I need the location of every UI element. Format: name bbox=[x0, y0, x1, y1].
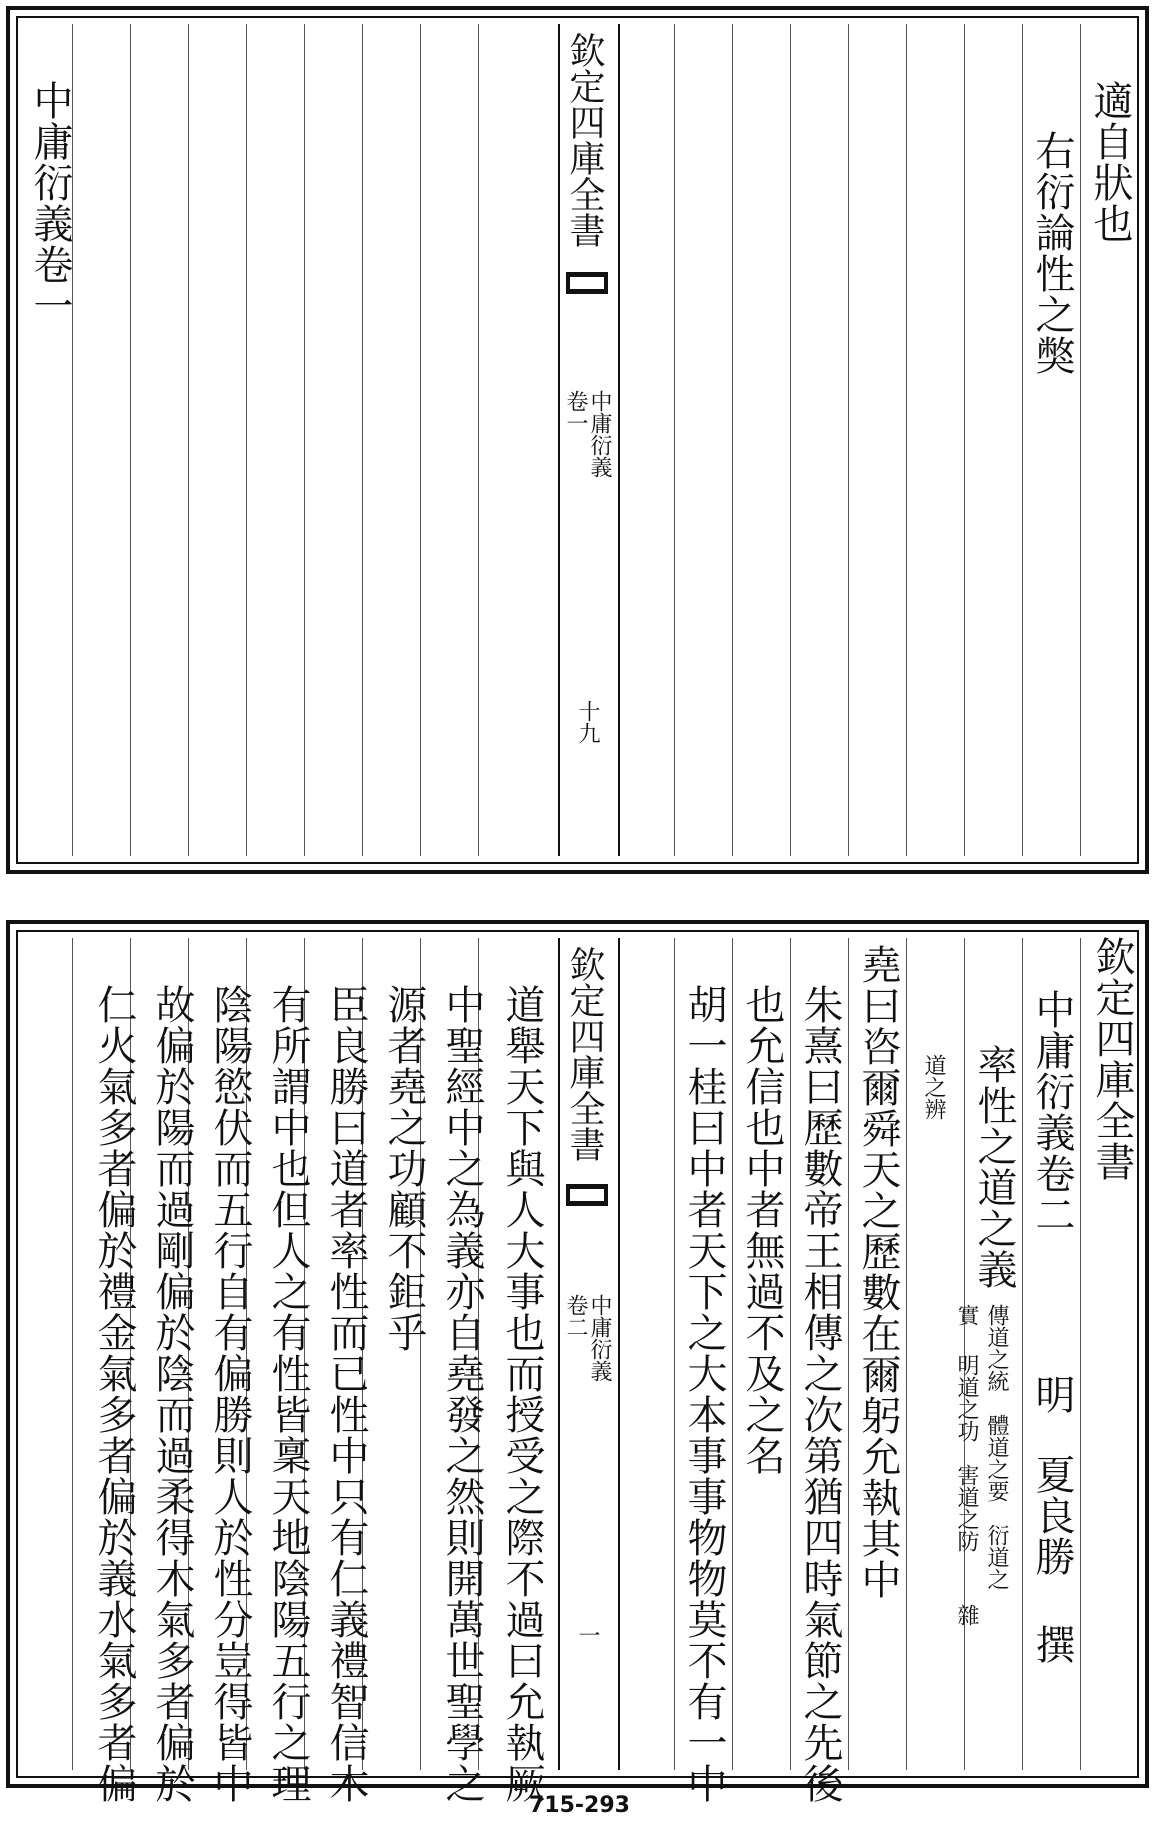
column-rule bbox=[478, 24, 479, 856]
fish-tail-mark bbox=[566, 1184, 608, 1206]
author-dynasty: 明 bbox=[1029, 1374, 1075, 1415]
toc-heading: 率性之道之義 bbox=[971, 1044, 1017, 1290]
column-rule bbox=[246, 24, 247, 856]
column-rule bbox=[1022, 938, 1023, 1770]
page-banner: 欽定四庫全書 bbox=[564, 946, 605, 1162]
column-rule bbox=[1080, 24, 1081, 856]
text-column: 朱熹曰歷數帝王相傳之次第猶四時氣節之先後 bbox=[797, 984, 843, 1804]
side-volume: 卷一 bbox=[563, 390, 588, 434]
text-column: 陰陽慾伏而五行自有偏勝則人於性分豈得皆中 bbox=[207, 984, 253, 1804]
toc-item: 雜 bbox=[954, 1604, 979, 1626]
text-column: 也允信也中者無過不及之名 bbox=[739, 984, 785, 1476]
column-rule bbox=[1022, 24, 1023, 856]
column-rule bbox=[732, 938, 733, 1770]
author-role: 撰 bbox=[1029, 1624, 1075, 1665]
column-rule bbox=[964, 24, 965, 856]
page-number: 十九 bbox=[575, 700, 600, 744]
author-name: 夏良勝 bbox=[1029, 1454, 1075, 1577]
text-column: 仁火氣多者偏於禮金氣多者偏於義水氣多者偏 bbox=[91, 984, 137, 1804]
column-rule bbox=[130, 24, 131, 856]
column-rule bbox=[790, 24, 791, 856]
column-rule bbox=[848, 24, 849, 856]
volume-end-title: 中庸衍義卷一 bbox=[27, 80, 73, 326]
page-number: 一 bbox=[575, 1624, 600, 1646]
text-column: 源者堯之功顧不鉅乎 bbox=[381, 984, 427, 1353]
column-rule bbox=[72, 938, 73, 1770]
toc-item: 傳道之統 bbox=[984, 1304, 1009, 1392]
side-volume: 卷二 bbox=[563, 1294, 588, 1338]
text-column: 堯曰咨爾舜天之歷數在爾躬允執其中 bbox=[855, 944, 901, 1600]
bottom-page-frame bbox=[6, 920, 1149, 1804]
column-rule bbox=[188, 24, 189, 856]
column-rule bbox=[304, 24, 305, 856]
text-column: 右衍論性之獘 bbox=[1029, 130, 1075, 376]
column-rule bbox=[674, 938, 675, 1770]
text-column: 道舉天下與人大事也而授受之際不過曰允執厥 bbox=[499, 984, 545, 1804]
book-header: 欽定四庫全書 bbox=[1089, 936, 1135, 1182]
column-rule bbox=[732, 24, 733, 856]
text-column: 中聖經中之為義亦自堯發之然則開萬世聖學之 bbox=[439, 984, 485, 1804]
text-column: 臣良勝曰道者率性而已性中只有仁義禮智信木 bbox=[323, 984, 369, 1804]
column-rule bbox=[848, 938, 849, 1770]
toc-item: 實 bbox=[954, 1304, 979, 1326]
column-rule bbox=[906, 938, 907, 1770]
column-rule bbox=[674, 24, 675, 856]
column-rule bbox=[790, 938, 791, 1770]
fish-tail-mark bbox=[566, 272, 608, 294]
volume-title: 中庸衍義卷二 bbox=[1029, 989, 1075, 1235]
page-footer-number: 715-293 bbox=[529, 1793, 630, 1818]
text-column: 適自狀也 bbox=[1087, 80, 1133, 244]
column-rule bbox=[906, 24, 907, 856]
side-title: 中庸衍義 bbox=[587, 1294, 612, 1382]
toc-item: 害道之防 bbox=[954, 1464, 979, 1552]
toc-item: 道之辨 bbox=[921, 1054, 946, 1120]
top-page-frame bbox=[6, 6, 1149, 874]
column-rule bbox=[1080, 938, 1081, 1770]
column-rule bbox=[420, 24, 421, 856]
text-column: 胡一桂曰中者天下之大本事事物物莫不有一中 bbox=[681, 984, 727, 1804]
toc-item: 明道之功 bbox=[954, 1354, 979, 1442]
column-rule bbox=[362, 24, 363, 856]
page-banner: 欽定四庫全書 bbox=[564, 32, 605, 248]
toc-item: 體道之要 bbox=[984, 1414, 1009, 1502]
side-title: 中庸衍義 bbox=[587, 390, 612, 478]
text-column: 故偏於陽而過剛偏於陰而過柔得木氣多者偏於 bbox=[149, 984, 195, 1804]
text-column: 有所謂中也但人之有性皆稟天地陰陽五行之理 bbox=[265, 984, 311, 1804]
toc-item: 衍道之 bbox=[984, 1524, 1009, 1590]
